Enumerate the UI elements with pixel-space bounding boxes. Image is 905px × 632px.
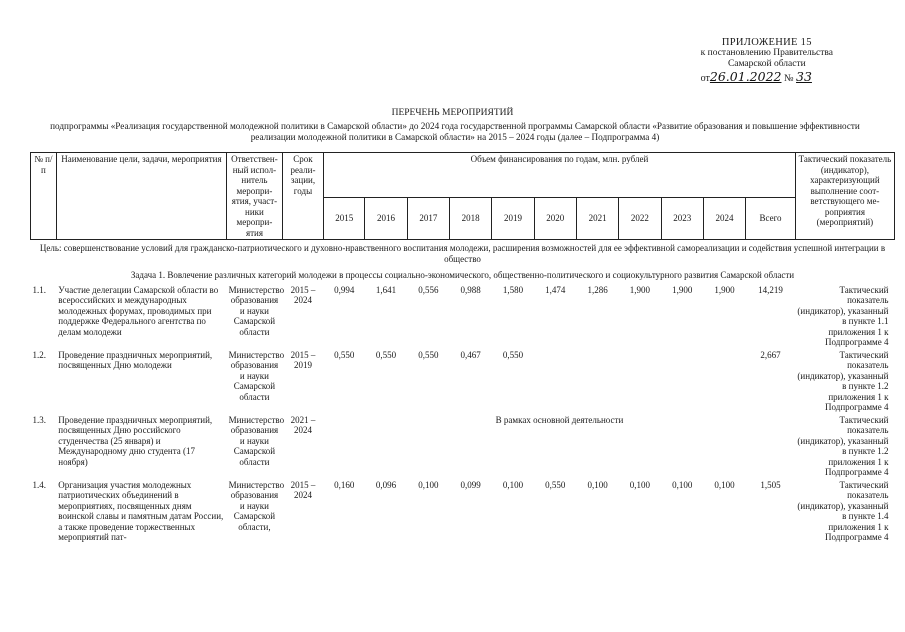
merged-note: В рамках основной деятельности (495, 414, 624, 425)
year-2023: 2023 (661, 198, 703, 240)
row-value: 0,100 (629, 479, 651, 490)
row-value (703, 349, 745, 414)
task-row (31, 267, 895, 284)
row-name: Проведение праздничных мероприятий, посвященных Дню молодежи (58, 349, 213, 370)
row-num: 1.1. (32, 284, 46, 295)
row-num: 1.3. (32, 414, 46, 425)
row-value: 0,100 (418, 479, 439, 490)
row-responsible: Министерство образования и науки Самарской области, (228, 479, 285, 532)
row-num: 1.2. (32, 349, 46, 360)
task-text: Задача 1. Вовлечение различных категорий молодежи в процессы социально-экономического, общественно-политического и социокультурного развития Самарской области (130, 270, 795, 280)
goal-row (31, 240, 895, 268)
row-name: Участие делегации Самарской области во всероссийских и международных молодежных форумах, проводимых при поддержке Федерального агентства по делам молодежи (58, 284, 219, 337)
row-name: Проведение праздничных мероприятий, посвященных Дню российского студенчества (25 января) и Международному дню студента (17 ноября) (58, 414, 213, 467)
row-num: 1.4. (32, 479, 46, 490)
measures-table (30, 152, 895, 544)
year-2018: 2018 (450, 198, 492, 240)
year-2019: 2019 (492, 198, 534, 240)
row-value (661, 349, 703, 414)
row-value (619, 349, 661, 414)
row-value: 0,467 (460, 349, 481, 360)
appendix-region: Самарской области (727, 59, 806, 69)
row-value: 1,641 (375, 284, 397, 295)
table-row (31, 284, 895, 349)
row-total: 1,505 (760, 479, 781, 490)
row-value: 1,900 (629, 284, 651, 295)
row-value: 0,550 (545, 479, 566, 490)
col-term: Срок реали-зации, годы (282, 153, 323, 240)
row-value: 0,988 (460, 284, 481, 295)
row-total: 2,667 (760, 349, 781, 360)
row-value: 1,286 (587, 284, 608, 295)
year-2020: 2020 (534, 198, 576, 240)
appendix-title: ПРИЛОЖЕНИЕ 15 (721, 37, 812, 48)
row-indicator: Тактический показатель (индикатор), указанный в пункте 1.2 приложения 1 к Подпрограмме 4 (797, 414, 889, 477)
row-value: 0,550 (334, 349, 355, 360)
row-responsible: Министерство образования и науки Самарской области (228, 284, 285, 337)
goal-text: Цель: совершенствование условий для гражданско-патриотического и духовно-нравственного воспитания молодежи, расширения возможностей для ее эффективной самореализации и содействия успешной интеграции в общество (39, 243, 886, 264)
year-total: Всего (746, 198, 796, 240)
row-term: 2021 – 2024 (290, 414, 316, 435)
year-2017: 2017 (407, 198, 449, 240)
row-responsible: Министерство образования и науки Самарской области (228, 349, 285, 402)
table-row (31, 414, 895, 479)
number-prefix: № (783, 73, 794, 84)
row-term: 2015 – 2024 (290, 479, 316, 500)
row-term: 2015 – 2019 (290, 349, 316, 370)
row-responsible: Министерство образования и науки Самарской области (228, 414, 285, 467)
appendix-block (701, 37, 833, 84)
row-value: 1,900 (672, 284, 693, 295)
row-value: 0,550 (418, 349, 439, 360)
table-row (31, 479, 895, 544)
col-responsible: Ответствен-ный испол-нитель меропри-ятия, участ-ники меропри-ятия (227, 153, 283, 240)
row-value: 0,100 (714, 479, 735, 490)
page-title: ПЕРЕЧЕНЬ МЕРОПРИЯТИЙ (391, 108, 514, 118)
row-value: 0,099 (460, 479, 481, 490)
col-name: Наименование цели, задачи, мероприятия (56, 153, 226, 240)
row-indicator: Тактический показатель (индикатор), указанный в пункте 1.2 приложения 1 к Подпрограмме 4 (797, 349, 889, 412)
col-funding: Объем финансирования по годам, млн. рублей (324, 153, 796, 198)
decree-number: 33 (796, 69, 812, 84)
row-value: 1,474 (545, 284, 566, 295)
row-value: 0,096 (375, 479, 397, 490)
decree-date: 26.01.2022 (709, 69, 782, 84)
row-value (534, 349, 576, 414)
page-subtitle: подпрограммы «Реализация государственной молодежной политики в Самарской области» до 2024 года государственной программы Самарской области «Развитие образования и повышение эффективности реализации молодежной политики в Самарской области» на 2015 – 2024 годы (далее – Подпрограмма 4) (50, 121, 860, 142)
appendix-decree: к постановлению Правительства (700, 48, 833, 58)
row-value: 0,100 (672, 479, 693, 490)
row-name: Организация участия молодежных патриотических объединений в мероприятиях, посвященных дням воинской славы и памятным датам России, а также проведение торжественных мероприятий пат- (58, 479, 224, 542)
row-value: 0,100 (502, 479, 524, 490)
table-row (31, 349, 895, 414)
year-2016: 2016 (365, 198, 407, 240)
year-2015: 2015 (324, 198, 365, 240)
row-value: 0,994 (334, 284, 355, 295)
row-value: 0,556 (418, 284, 439, 295)
row-value: 1,900 (714, 284, 735, 295)
row-total: 14,219 (758, 284, 783, 295)
row-value: 0,550 (502, 349, 524, 360)
row-value: 0,100 (587, 479, 608, 490)
year-2024: 2024 (703, 198, 745, 240)
row-value: 1,580 (502, 284, 524, 295)
row-indicator: Тактический показатель (индикатор), указанный в пункте 1.4 приложения 1 к Подпрограмме 4 (797, 479, 889, 542)
header-row (31, 153, 895, 198)
decree-date-line (701, 71, 833, 84)
col-indicator: Тактический показатель (индикатор), характеризующий выполнение соот-ветствующего ме-роприятия (мероприятий) (795, 153, 894, 240)
row-value: 0,550 (375, 349, 397, 360)
row-value (576, 349, 618, 414)
year-2022: 2022 (619, 198, 661, 240)
date-prefix: от (700, 73, 710, 84)
row-value: 0,160 (334, 479, 355, 490)
row-indicator: Тактический показатель (индикатор), указанный в пункте 1.1 приложения 1 к Подпрограмме 4 (797, 284, 889, 347)
col-num: № п/п (31, 153, 57, 240)
year-2021: 2021 (576, 198, 618, 240)
row-term: 2015 – 2024 (290, 284, 316, 305)
